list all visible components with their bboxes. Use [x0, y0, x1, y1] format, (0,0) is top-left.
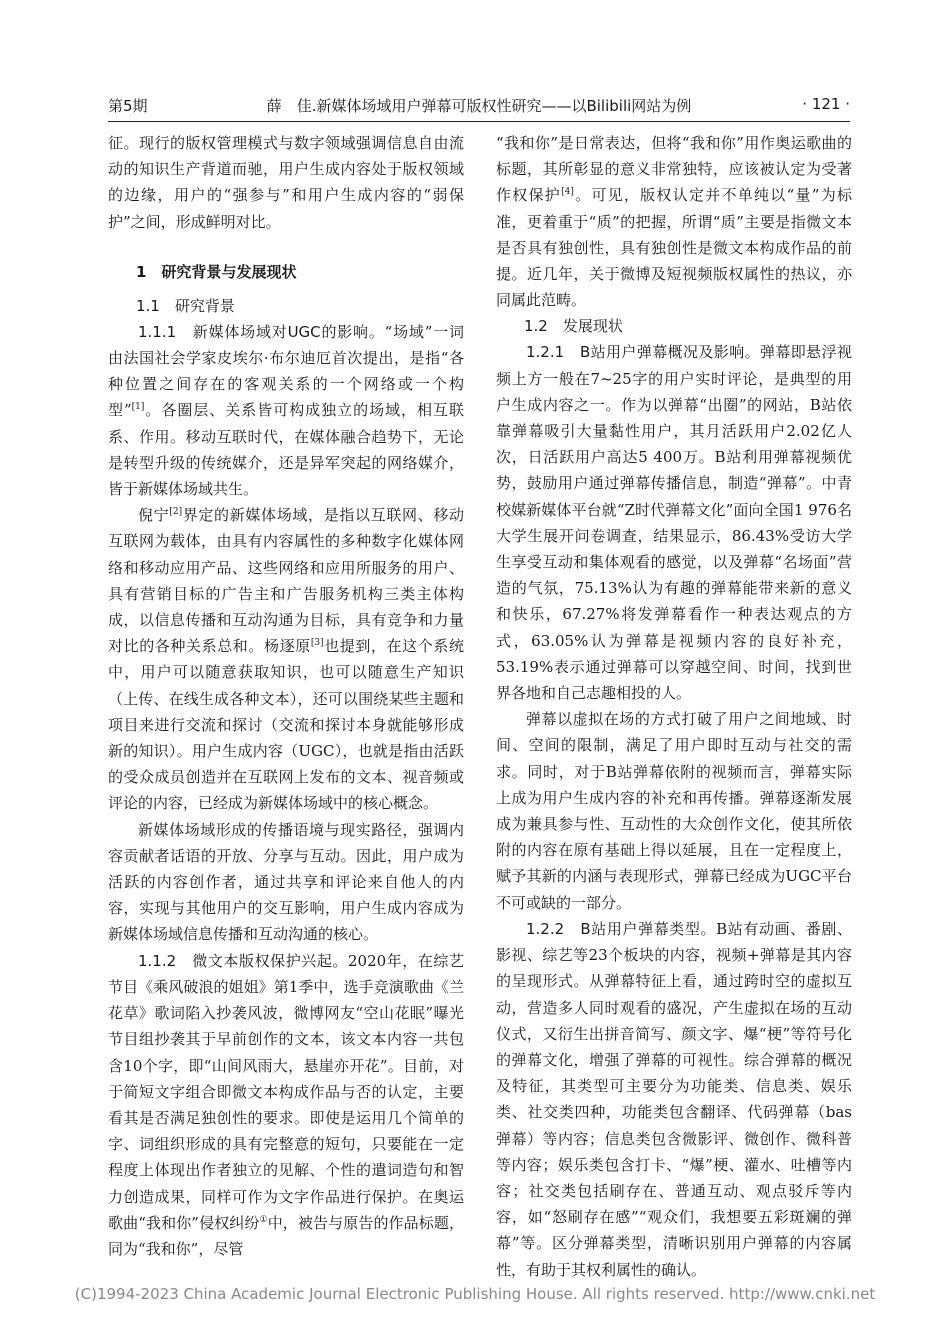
subheading-1-1-2: 1.1.2 微文本版权保护兴起。	[138, 951, 348, 970]
paragraph-1-1-2: 1.1.2 微文本版权保护兴起。2020年，在综艺节目《乘风破浪的姐姐》第1季中，选手竞演歌曲《兰花草》歌词陷入抄袭风波，微博网友“空山花眠”曝光节目组抄袭其于早前创作的文本，该文本内容一共包含10个字，即“山间风雨大，悬崖亦开花”。目前，对于简短文字组合即微文本构成作品与否的认定，主要看其是否满足独创性的要求。即使是运用几个简单的字、词组织形成的具有完整意的短句，只要能在一定程度上体现出作者独立的见解、个性的遣词造句和智力创造成果，同样可作为文字作品进行保护。在奥运歌曲“我和你”侵权纠纷①中，被告与原告的作品标题，同为“我和你”，尽管	[108, 951, 464, 1258]
paragraph-danmu-presence: 弹幕以虚拟在场的方式打破了用户之间地域、时间、空间的限制，满足了用户即时互动与社交的需求。同时，对于B站弹幕依附的视频而言，弹幕实际上成为用户生成内容的补充和再传播。弹幕逐渐发展成为兼具参与性、互动性的大众创作文化，使其所依附的内容在原有基础上得以延展，且在一定程度上，赋予其新的内涵与表现形式，弹幕已经成为UGC平台不可或缺的一部分。	[496, 710, 852, 912]
paragraph-1-1-1: 1.1.1 新媒体场域对UGC的影响。“场域”一词由法国社会学家皮埃尔·布尔迪厄首次提出，是指“各种位置之间存在的客观关系的一个网络或一个构型”[1]。各圈层、关系皆可构成独立的场域，相互联系、作用。移动互联时代，在媒体融合趋势下，无论是转型升级的传统媒介，还是异军突起的网络媒介，皆于新媒体场域共生。	[108, 322, 464, 499]
subheading-1-1-1: 1.1.1 新媒体场域对UGC的影响。	[138, 322, 385, 341]
citation-4: [4]	[561, 187, 574, 198]
footnote-marker-1: ①	[259, 1214, 268, 1225]
section-heading-1-2: 1.2 发展现状	[524, 317, 623, 336]
running-header	[108, 93, 850, 119]
citation-3: [3]	[310, 638, 324, 649]
copyright-footer: (C)1994-2023 China Academic Journal Electronic Publishing House. All rights reserved. http://www.cnki.net	[74, 1285, 876, 1303]
section-heading-1: 1 研究背景与发展现状	[136, 262, 297, 281]
page-number: · 121 ·	[802, 95, 850, 113]
paragraph-new-media-field: 新媒体场域形成的传播语境与现实路径，强调内容贡献者话语的开放、分享与互动。因此，用户成为活跃的内容创作者，通过共享和评论来自他人的内容，实现与其他用户的交互影响，用户生成内容成为新媒体场域信息传播和互动沟通的核心。	[108, 820, 464, 944]
citation-1: [1]	[131, 402, 145, 413]
paragraph-continued: “我和你”是日常表达，但将“我和你”用作奥运歌曲的标题，其所彰显的意义非常独特，应该被认定为受著作权保护[4]。可见，版权认定并不单纯以“量”为标准，更着重于“质”的把握，所谓“质”主要是指微文本是否具有独创性，具有独创性是微文本构成作品的前提。近几年，关于微博及短视频版权属性的热议，亦同属此范畴。	[496, 134, 852, 310]
subheading-1-2-1: 1.2.1 B站用户弹幕概况及影响。	[526, 343, 760, 362]
header-rule	[108, 121, 850, 122]
intro-paragraph: 征。现行的版权管理模式与数字领域强调信息自由流动的知识生产背道而驰，用户生成内容处于版权领域的边缘，用户的“强参与”和用户生成内容的“弱保护”之间，形成鲜明对比。	[108, 134, 464, 231]
right-column	[496, 130, 852, 1283]
issue-number: 第5期	[108, 97, 148, 115]
paragraph-1-2-1: 1.2.1 B站用户弹幕概况及影响。弹幕即悬浮视频上方一般在7~25字的用户实时评论，是典型的用户生成内容之一。作为以弹幕“出圈”的网站，B站依靠弹幕吸引大量黏性用户，其月活跃用户2.02亿人次，日活跃用户高达5 400万。B站利用弹幕视频优势，鼓励用户通过弹幕传播信息，制造“弹幕”。中青校媒新媒体平台就“Z时代弹幕文化”面向全国1 976名大学生展开问卷调查，结果显示，86.43%受访大学生享受互动和集体观看的感觉，以及弹幕“名场面”营造的气氛，75.13%认为有趣的弹幕能带来新的意义和快乐，67.27%将发弹幕看作一种表达观点的方式，63.05%认为弹幕是视频内容的良好补充，53.19%表示通过弹幕可以穿越空间、时间，找到世界各地和自己志趣相投的人。	[496, 343, 852, 703]
running-title: 薛 佳.新媒体场域用户弹幕可版权性研究——以Bilibili网站为例	[266, 97, 692, 115]
section-heading-1-1: 1.1 研究背景	[136, 296, 235, 315]
citation-2: [2]	[169, 507, 183, 518]
paragraph-ni-ning: 倪宁[2]界定的新媒体场域，是指以互联网、移动互联网为载体，由具有内容属性的多种数字化媒体网络和移动应用产品、这些网络和应用所服务的用户、具有营销目标的广告主和广告服务机构三类主体构成，以信息传播和互动沟通为目标，具有竞争和力量对比的各种关系总和。杨逐原[3]也提到，在这个系统中，用户可以随意获取知识，也可以随意生产知识（上传、在线生成各种文本），还可以围绕某些主题和项目来进行交流和探讨（交流和探讨本身就能够形成新的知识）。用户生成内容（UGC），也就是指由活跃的受众成员创造并在互联网上发布的文本、视音频或评论的内容，已经成为新媒体场域中的核心概念。	[108, 506, 464, 813]
paragraph-1-2-2: 1.2.2 B站用户弹幕类型。B站有动画、番剧、影视、综艺等23个板块的内容，视频+弹幕是其内容的呈现形式。从弹幕特征上看，通过跨时空的虚拟互动，营造多人同时观看的盛况，产生虚拟在场的互动仪式，又衍生出拼音简写、颜文字、爆“梗”等符号化的弹幕文化，增强了弹幕的可视性。综合弹幕的概况及特征，其类型可主要分为功能类、信息类、娱乐类、社交类四种，功能类包含翻译、代码弹幕（bas弹幕）等内容；信息类包含微影评、微创作、微科普等内容；娱乐类包含打卡、“爆”梗、灌水、吐槽等内容；社交类包括刷存在、普通互动、观点驳斥等内容，如“怒刷存在感”“观众们，我想要五彩斑斓的弹幕”等。区分弹幕类型，清晰识别用户弹幕的内容属性，有助于其权利属性的确认。	[496, 919, 852, 1279]
left-column	[108, 130, 464, 1262]
subheading-1-2-2: 1.2.2 B站用户弹幕类型。	[526, 919, 717, 938]
